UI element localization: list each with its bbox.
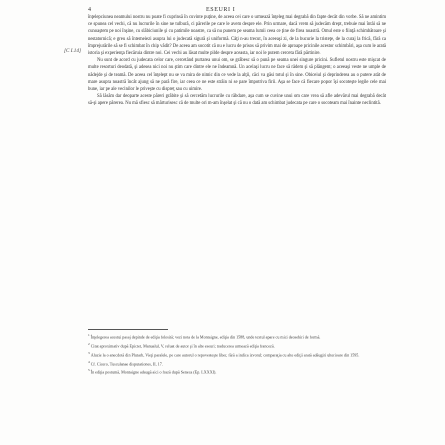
footnote-text: Aluzie la o anecdotă din Plutarh, Vieţi paralele, pe care autorul o repovesteşte liber, fără a indica izvorul; comparaţia cu alte ediţii arată adăugiri ulterioare din 1595.: [90, 352, 360, 358]
footnote-mark: 4: [88, 359, 90, 364]
footnotes: [88, 332, 386, 376]
footnote-mark: 5: [88, 368, 90, 373]
footnote-mark: 1: [88, 333, 90, 337]
page-number: 4: [88, 7, 92, 13]
footnote: [88, 350, 386, 358]
footnote-mark: 3: [88, 350, 90, 355]
footnote: [88, 359, 386, 367]
footnote-text: Înţelegerea acestui pasaj depinde de ediţia folosită; vezi nota de la Montaigne, ediţia din 1588, unde textul apare cu mici deosebiri de formă.: [90, 334, 321, 340]
footnote-separator: [88, 329, 168, 330]
footnote-text: Citat aproximativ după Epictet, Manualul, V, reluat de autor şi în alte eseuri; traducerea urmează ediţia franceză.: [90, 343, 275, 349]
paragraph: Să lăsăm dar deoparte aceste păreri grăbite şi să cercetăm lucrurile cu răbdare, aşa cum se cuvine unui om care vrea să afle adevărul mai degrabă decât să-şi apere părerea. Nu mă sfiesc să mărturisesc că de multe ori m-am înşelat şi că nu o dată am schimbat judecata pe care o socoteam mai înainte neclintită.: [88, 94, 386, 107]
running-head: ESEURI I: [206, 7, 236, 13]
paragraph: înţelepciunea neamului nostru nu poate fi cuprinsă în cuvinte puţine, de aceea cei care o urmează înţeleg mai degrabă din fapte decât din vorbe. Să ne amintim ce spunea cel vechi, că nu lucrurile în sine ne tulbură, ci părerile pe care le avem despre ele. Prin urmare, dacă vrem să judecăm drept, trebuie mai întâi să ne cunoaştem pe noi înşine, cu slăbiciunile şi cu patimile noastre, ca să nu punem pe seama lumii ceea ce ţine de firea noastră. Omul este o fiinţă schimbătoare şi nestatornică; e greu să întemeiezi asupra lui o judecată sigură şi uniformă. Câţi n-au trecut, în aceeaşi zi, de la bucurie la tristeţe, de la curaj la frică, fără ca împrejurările să se fi schimbat în chip vădit? De aceea am socotit că nu e lucru de prisos să privim mai de aproape pricinile acestor schimbări, aşa cum le arată istoria şi experienţa fiecăruia dintre noi. Cei vechi au lăsat multe pilde despre aceasta, iar noi le putem cerceta fără părtinire.: [88, 15, 386, 57]
footnote: [88, 332, 386, 340]
body-text: [88, 14, 386, 108]
footnote-text: Cf. Cicero, Tusculanae disputationes, II, 17.: [90, 360, 163, 366]
paragraph: Nu sunt de acord cu judecata celor care, cercetând purtarea unui om, se grăbesc să o pună pe seama unei singure pricini. Sufletul nostru este mişcat de multe resorturi deodată, şi adesea nici noi nu ştim care dintre ele ne îndeamnă. Un acelaşi lucru ne face să râdem şi să plângem; o aceeaşi veste ne umple de nădejde şi de teamă. De aceea cel înţelept nu se va mira de nimic din ce vede la alţii, căci va găsi totul şi în sine. Obiceiul şi deprinderea au o putere atât de mare asupra noastră încât ajung să ne pară fire, iar ceea ce ne este străin ni se pare împotriva firii. Aşa se face că fiecare popor îşi socoteşte legile cele mai bune, iar pe ale vecinilor le priveşte cu dispreţ sau cu uimire.: [88, 58, 386, 93]
footnote-mark: 2: [88, 341, 90, 346]
margin-reference: [C I.14]: [64, 48, 82, 54]
footnote: [88, 367, 386, 375]
footnote-text: În ediţia postumă, Montaigne adaugă aici o frază după Seneca (Ep. LXXXI).: [90, 369, 217, 375]
footnote: [88, 341, 386, 349]
